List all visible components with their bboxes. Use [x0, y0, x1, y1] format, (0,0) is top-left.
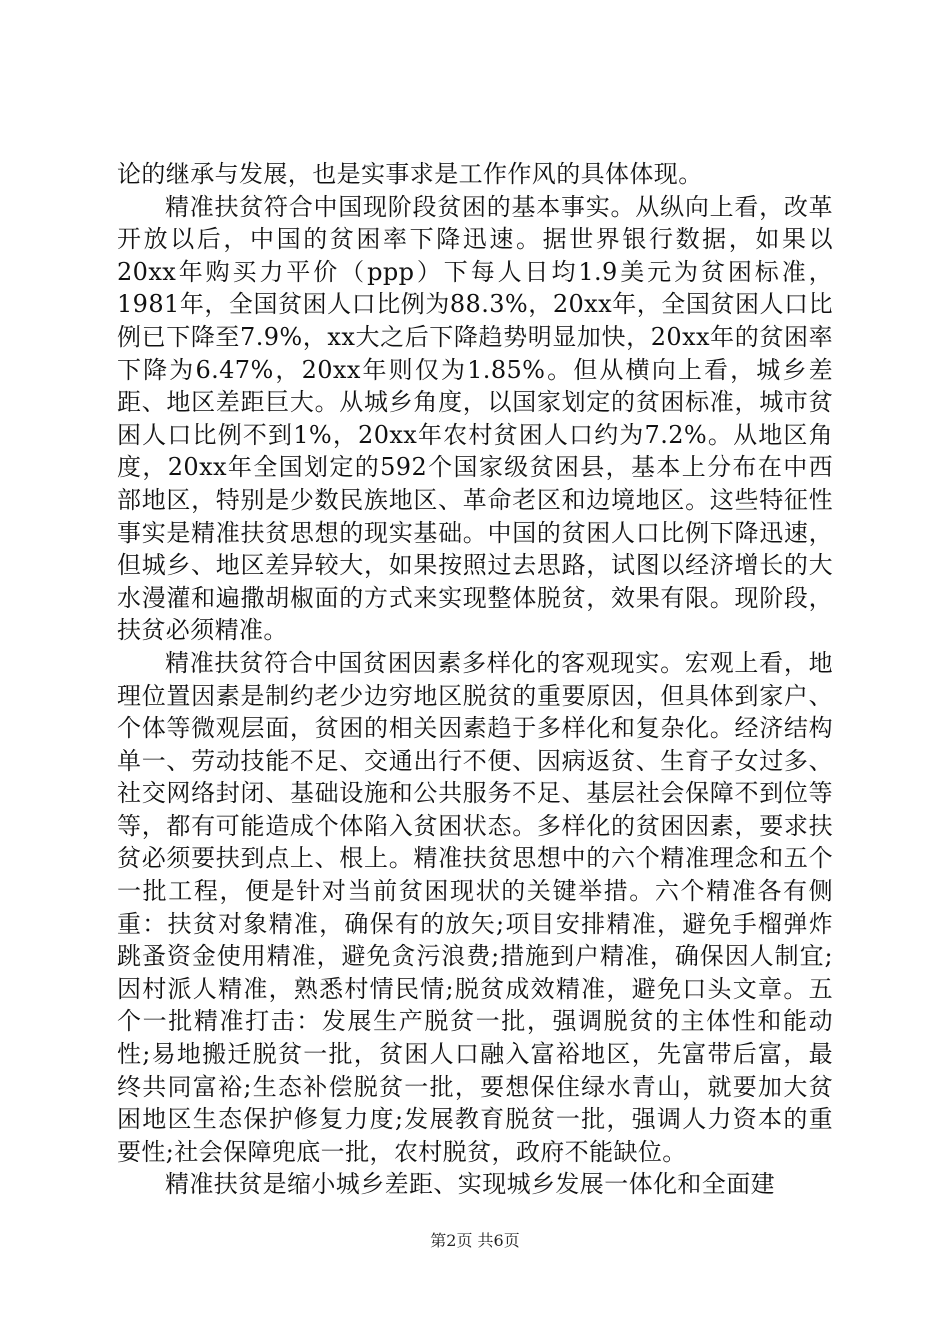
paragraph-poverty-factors: 精准扶贫符合中国贫困因素多样化的客观现实。宏观上看，地理位置因素是制约老少边穷地区脱贫的重要原因，但具体到家户、个体等微观层面，贫困的相关因素趋于多样化和复杂化。经济结构单一、劳动技能不足、交通出行不便、因病返贫、生育子女过多、社交网络封闭、基础设施和公共服务不足、基层社会保障不到位等等，都有可能造成个体陷入贫困状态。多样化的贫困因素，要求扶贫必须要扶到点上、根上。精准扶贫思想中的六个精准理念和五个一批工程，便是针对当前贫困现状的关键举措。六个精准各有侧重：扶贫对象精准，确保有的放矢;项目安排精准，避免手榴弹炸跳蚤资金使用精准，避免贪污浪费;措施到户精准，确保因人制宜;因村派人精准，熟悉村情民情;脱贫成效精准，避免口头文章。五个一批精准打击：发展生产脱贫一批，强调脱贫的主体性和能动性;易地搬迁脱贫一批，贫困人口融入富裕地区，先富带后富，最终共同富裕;生态补偿脱贫一批，要想保住绿水青山，就要加大贫困地区生态保护修复力度;发展教育脱贫一批，强调人力资本的重要性;社会保障兜底一批，农村脱贫，政府不能缺位。: [117, 648, 833, 1166]
paragraph-urban-rural: 精准扶贫是缩小城乡差距、实现城乡发展一体化和全面建: [165, 1170, 775, 1199]
document-body: [117, 158, 833, 1201]
page-footer: 第2页 共6页: [430, 1231, 520, 1250]
paragraph-poverty-facts: 精准扶贫符合中国现阶段贫困的基本事实。从纵向上看，改革开放以后，中国的贫困率下降迅速。据世界银行数据，如果以20xx年购买力平价（ppp）下每人日均1.9美元为贫困标准，1981年，全国贫困人口比例为88.3%，20xx年，全国贫困人口比例已下降至7.9%，xx大之后下降趋势明显加快，20xx年的贫困率下降为6.47%，20xx年则仅为1.85%。但从横向上看，城乡差距、地区差距巨大。从城乡角度，以国家划定的贫困标准，城市贫困人口比例不到1%，20xx年农村贫困人口约为7.2%。从地区角度，20xx年全国划定的592个国家级贫困县，基本上分布在中西部地区，特别是少数民族地区、革命老区和边境地区。这些特征性事实是精准扶贫思想的现实基础。中国的贫困人口比例下降迅速，但城乡、地区差异较大，如果按照过去思路，试图以经济增长的大水漫灌和遍撒胡椒面的方式来实现整体脱贫，效果有限。现阶段，扶贫必须精准。: [117, 192, 833, 645]
paragraph-continuation: 论的继承与发展，也是实事求是工作作风的具体体现。: [117, 160, 703, 188]
